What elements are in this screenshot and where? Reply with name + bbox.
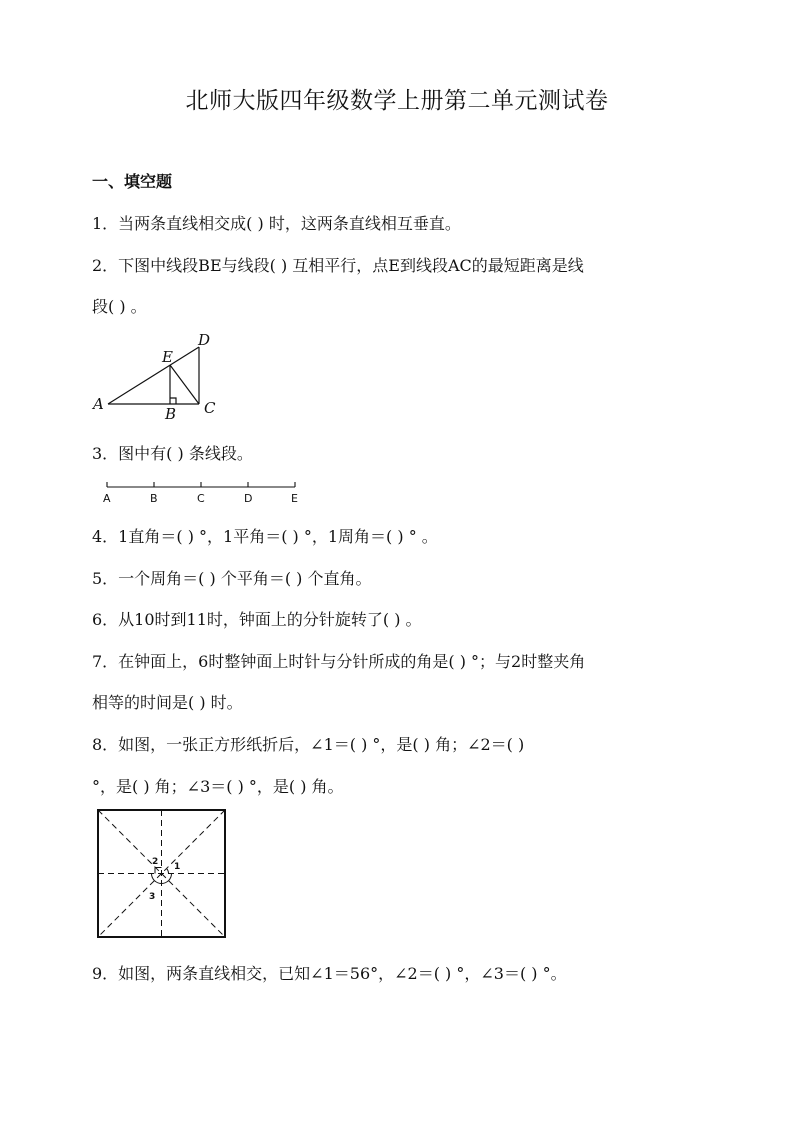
question-4: 4．1直角＝( ) °，1平角＝( ) °，1周角＝( ) ° 。 [92,527,438,546]
point-label-b: B [150,492,158,505]
label-e: E [162,348,173,366]
section-heading: 一、填空题 [92,172,173,191]
point-label-d: D [244,492,253,505]
angle-label-3: 3 [149,892,156,902]
point-label-e: E [291,492,298,505]
question-9: 9．如图，两条直线相交，已知∠1＝56°，∠2＝( ) °，∠3＝( ) °。 [92,964,567,983]
right-angle-mark [170,398,176,404]
point-label-a: A [103,492,111,505]
question-5: 5．一个周角＝( ) 个平角＝( ) 个直角。 [92,569,372,588]
label-c: C [204,399,216,417]
triangle-figure [88,330,228,425]
label-d: D [198,331,211,349]
folded-square-figure [96,808,228,940]
question-3: 3．图中有( ) 条线段。 [92,444,253,463]
segment-ad [108,347,199,404]
question-7-line-2: 相等的时间是( ) 时。 [92,693,243,712]
angle-1-arc [167,869,169,874]
point-label-c: C [197,492,205,505]
label-b: B [165,405,177,423]
angle-label-1: 1 [174,862,181,872]
question-2-line-1: 2．下图中线段BE与线段( ) 互相平行，点E到线段AC的最短距离是线 [92,256,584,275]
page-title: 北师大版四年级数学上册第二单元测试卷 [185,88,609,114]
question-6: 6．从10时到11时，钟面上的分针旋转了( ) 。 [92,610,422,629]
question-2-line-2: 段( ) 。 [92,297,147,316]
label-a: A [93,395,104,413]
question-8-line-2: °，是( ) 角；∠3＝( ) °，是( ) 角。 [92,777,344,796]
angle-label-2: 2 [152,857,159,867]
question-8-line-1: 8．如图，一张正方形纸折后，∠1＝( ) °，是( ) 角；∠2＝( ) [92,735,525,754]
segment-figure [100,478,310,504]
question-1: 1．当两条直线相交成( ) 时，这两条直线相互垂直。 [92,214,461,233]
question-7-line-1: 7．在钟面上，6时整钟面上时针与分针所成的角是( ) °；与2时整夹角 [92,652,586,671]
